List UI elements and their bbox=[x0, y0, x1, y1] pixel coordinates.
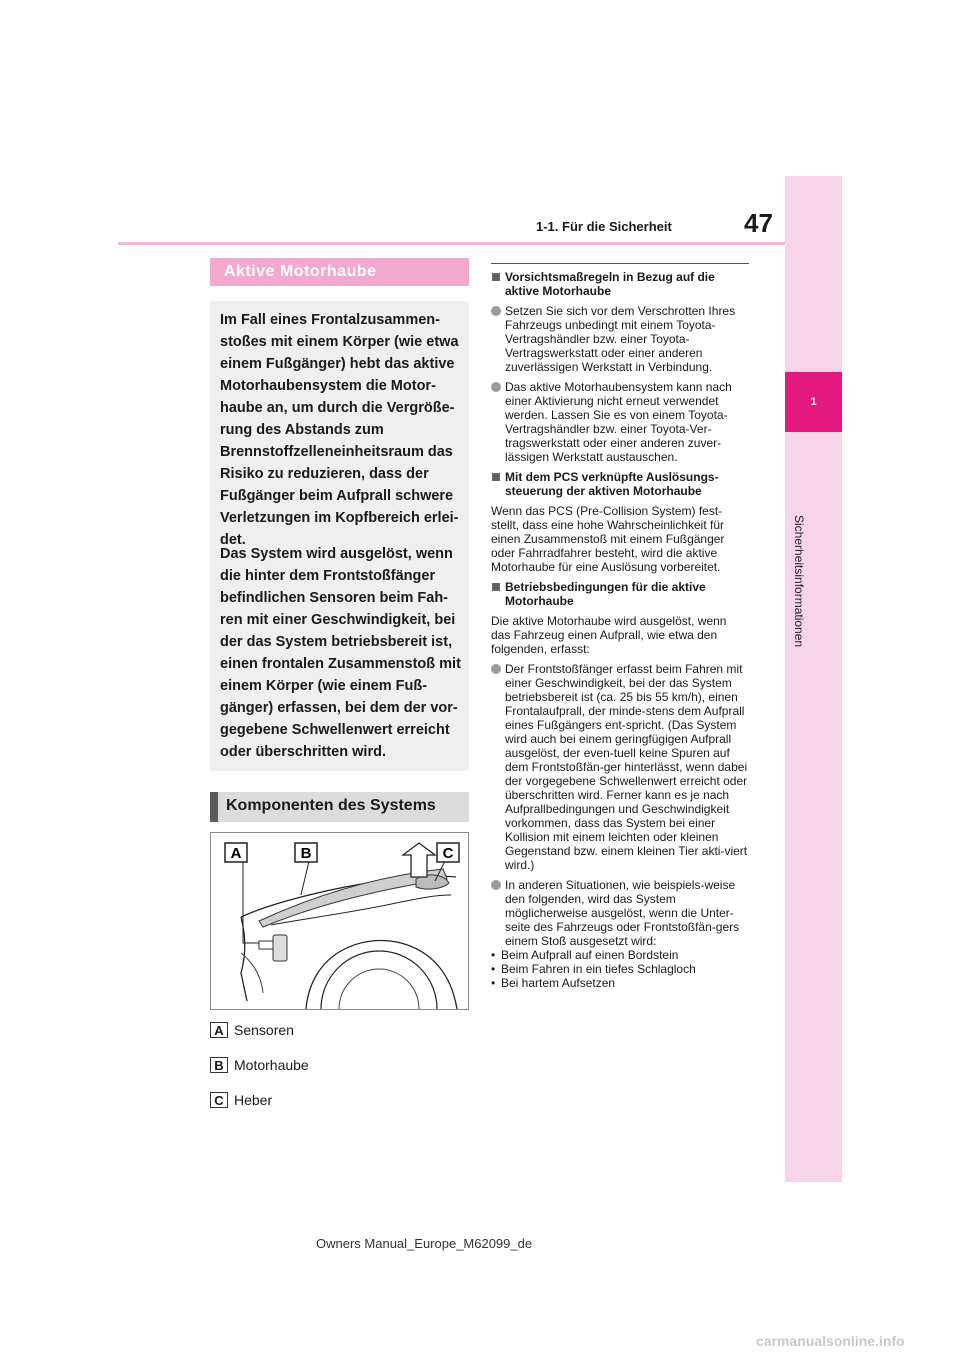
components-title-bar bbox=[210, 792, 469, 822]
figure-label-b: B bbox=[300, 845, 312, 862]
heading-operating-conditions: Betriebsbedingungen für die aktive Motorhaube bbox=[491, 580, 749, 608]
legend-item-a bbox=[210, 1020, 294, 1040]
heading-pcs-control: Mit dem PCS verknüpfte Auslösungs-steuerung der aktiven Motorhaube bbox=[491, 470, 749, 498]
legend-key-b: B bbox=[210, 1057, 228, 1073]
section-title-bar bbox=[210, 258, 469, 286]
note-frontal-impact: Der Frontstoßfänger erfasst beim Fahren mit einer Geschwindigkeit, bei der das System betriebsbereit ist (ca. 25 bis 55 km/h), einen Frontalaufprall, der minde-stens dem Aufprall eines Fußgängers ent-spricht. (Das System wird auch bei einem geringfügigen Aufprall ausgelöst, der even-tuell keine Spuren auf dem Frontstoßfän-ger hinterlässt, wenn dabei der vorgegebene Schwellenwert erreicht oder überschritten wird. Ferner kann es je nach Aufprallbedingungen und Geschwindigkeit vorkommen, dass das System bei einer Kollision mit einem leichten oder kleinen Gegenstand bzw. einem kleinen Tier akti-viert wird.) bbox=[491, 662, 749, 872]
bullet-pothole: • Beim Fahren in ein tiefes Schlagloch bbox=[491, 962, 749, 976]
bullet-curb: • Beim Aufprall auf einen Bordstein bbox=[491, 948, 749, 962]
section-title: Aktive Motorhaube bbox=[224, 263, 377, 280]
legend-item-b bbox=[210, 1055, 309, 1075]
intro-paragraph-2: Das System wird ausgelöst, wenn die hinter dem Frontstoßfänger befindlichen Sensoren beim Fah-ren mit einer Geschwindigkeit, bei der das System betriebsbereit ist, einen frontalen Zusammenstoß mit einem Körper (wie einem Fuß-gänger) erfassen, bei dem der vor-gegebene Schwellenwert erreicht oder überschritten wird. bbox=[220, 546, 461, 760]
components-title: Komponenten des Systems bbox=[226, 797, 436, 814]
conditions-paragraph: Die aktive Motorhaube wird ausgelöst, wenn das Fahrzeug einen Aufprall, wie etwa den folgenden, erfasst: bbox=[491, 614, 727, 656]
figure-label-a: A bbox=[230, 845, 242, 862]
intro-box bbox=[210, 301, 469, 771]
car-front-illustration bbox=[211, 833, 468, 1009]
legend-item-c bbox=[210, 1090, 272, 1110]
watermark: carmanualsonline.info bbox=[756, 1333, 905, 1349]
page-number: 47 bbox=[744, 208, 773, 238]
footer: Owners Manual_Europe_M62099_de bbox=[316, 1236, 533, 1251]
chapter-number: 1 bbox=[810, 396, 817, 408]
chapter-label: Sicherheitsinformationen bbox=[792, 515, 806, 648]
right-column bbox=[491, 263, 749, 990]
legend-key-c: C bbox=[210, 1092, 228, 1108]
heading-precautions: Vorsichtsmaßregeln in Bezug auf die aktive Motorhaube bbox=[491, 270, 749, 298]
intro-paragraph-1: Im Fall eines Frontalzusammen-stoßes mit einem Körper (wie etwa einem Fußgänger) hebt das aktive Motorhaubensystem die Motor-haube an, um durch die Vergröße-rung des Abstands zum Brennstoffzelleneinheitsraum das Risiko zu reduzieren, dass der Fußgänger beim Aufprall schwere Verletzungen im Kopfbereich erlei-det. bbox=[220, 312, 459, 548]
hood-figure bbox=[210, 832, 469, 1010]
note-replacement: Das aktive Motorhaubensystem kann nach einer Aktivierung nicht erneut verwendet werden. Lassen Sie es von einem Toyota-Vertragshändler bzw. einer Toyota-Ver-tragswerkstatt oder einer anderen zuver-lässigen Werkstatt austauschen. bbox=[491, 380, 749, 464]
legend-key-a: A bbox=[210, 1022, 228, 1038]
legend-text-b: Motorhaube bbox=[234, 1057, 309, 1073]
header-rule bbox=[118, 242, 785, 245]
pcs-paragraph: Wenn das PCS (Pre-Collision System) fest-stellt, dass eine hohe Wahrscheinlichkeit für einen Zusammenstoß mit einem Fußgänger oder Fahrradfahrer besteht, wird die aktive Motorhaube für eine Auslösung vorbereitet. bbox=[491, 504, 725, 574]
legend-text-a: Sensoren bbox=[234, 1022, 294, 1038]
side-band bbox=[785, 176, 842, 1182]
figure-label-c: C bbox=[442, 845, 454, 862]
note-scrapping: Setzen Sie sich vor dem Verschrotten Ihres Fahrzeugs unbedingt mit einem Toyota-Vertragshändler bzw. einer Toyota-Vertragswerkstatt oder einer anderen zuverlässigen Werkstatt in Verbindung. bbox=[491, 304, 749, 374]
section-header: 1-1. Für die Sicherheit bbox=[536, 219, 672, 234]
bullet-bottoming: • Bei hartem Aufsetzen bbox=[491, 976, 749, 990]
column-rule bbox=[491, 263, 749, 264]
note-other-situations: In anderen Situationen, wie beispiels-weise den folgenden, wird das System möglicherweise ausgelöst, wenn die Unter-seite des Fahrzeugs oder Frontstoßfän-gers einem Stoß ausgesetzt wird: bbox=[491, 878, 749, 948]
legend-text-c: Heber bbox=[234, 1092, 273, 1108]
chapter-tab[interactable] bbox=[785, 372, 842, 432]
